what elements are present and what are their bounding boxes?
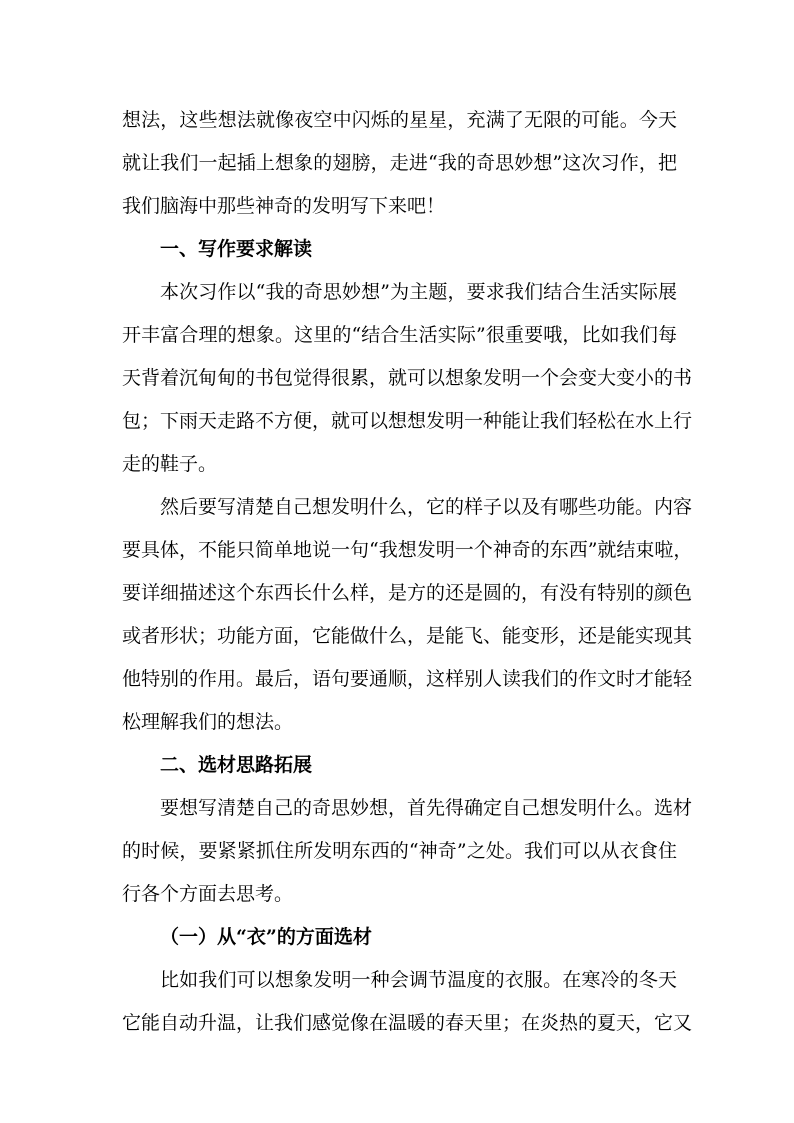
paragraph-line <box>0 576 794 610</box>
text-line: 行各个方面去思考。 <box>122 883 294 905</box>
heading-text: （一）从“衣”的方面选材 <box>160 926 372 948</box>
paragraph-line <box>0 447 794 481</box>
paragraph-line <box>0 318 794 352</box>
paragraph-line <box>0 1006 794 1040</box>
paragraph-line <box>0 662 794 696</box>
paragraph-line <box>0 791 794 825</box>
text-line: 我们脑海中那些神奇的发明写下来吧！ <box>122 195 446 217</box>
paragraph-line <box>0 275 794 309</box>
paragraph-line <box>0 146 794 180</box>
text-line: 要详细描述这个东西长什么样，是方的还是圆的，有没有特别的颜色 <box>122 582 693 604</box>
section-heading <box>0 232 794 266</box>
text-line: 走的鞋子。 <box>122 453 218 475</box>
text-line: 就让我们一起插上想象的翅膀，走进“我的奇思妙想”这次习作，把 <box>122 152 677 174</box>
text-line: 要想写清楚自己的奇思妙想，首先得确定自己想发明什么。选材 <box>160 797 693 819</box>
text-line: 他特别的作用。最后，语句要通顺，这样别人读我们的作文时才能轻 <box>122 668 693 690</box>
text-line: 本次习作以“我的奇思妙想”为主题，要求我们结合生活实际展 <box>160 281 677 303</box>
paragraph-line <box>0 490 794 524</box>
text-line: 天背着沉甸甸的书包觉得很累，就可以想象发明一个会变大变小的书 <box>122 367 693 389</box>
paragraph-line <box>0 404 794 438</box>
paragraph-line <box>0 619 794 653</box>
paragraph-line <box>0 963 794 997</box>
paragraph-line <box>0 877 794 911</box>
paragraph-line <box>0 103 794 137</box>
text-line: 想法，这些想法就像夜空中闪烁的星星，充满了无限的可能。今天 <box>122 109 677 131</box>
heading-text: 二、选材思路拓展 <box>160 754 313 776</box>
text-line: 松理解我们的想法。 <box>122 711 294 733</box>
paragraph-line <box>0 705 794 739</box>
paragraph-line <box>0 361 794 395</box>
paragraph-line <box>0 834 794 868</box>
text-line: 它能自动升温，让我们感觉像在温暖的春天里；在炎热的夏天，它又 <box>122 1012 693 1034</box>
text-line: 开丰富合理的想象。这里的“结合生活实际”很重要哦，比如我们每 <box>122 324 677 346</box>
text-line: 然后要写清楚自己想发明什么，它的样子以及有哪些功能。内容 <box>160 496 693 518</box>
heading-text: 一、写作要求解读 <box>160 238 313 260</box>
text-line: 包；下雨天走路不方便，就可以想想发明一种能让我们轻松在水上行 <box>122 410 693 432</box>
text-line: 要具体，不能只简单地说一句“我想发明一个神奇的东西”就结束啦， <box>122 539 693 561</box>
text-line: 比如我们可以想象发明一种会调节温度的衣服。在寒冷的冬天 <box>160 969 677 991</box>
paragraph-line <box>0 189 794 223</box>
subsection-heading <box>0 920 794 954</box>
text-line: 的时候，要紧紧抓住所发明东西的“神奇”之处。我们可以从衣食住 <box>122 840 677 862</box>
section-heading <box>0 748 794 782</box>
paragraph-line <box>0 533 794 567</box>
text-line: 或者形状；功能方面，它能做什么，是能飞、能变形，还是能实现其 <box>122 625 693 647</box>
